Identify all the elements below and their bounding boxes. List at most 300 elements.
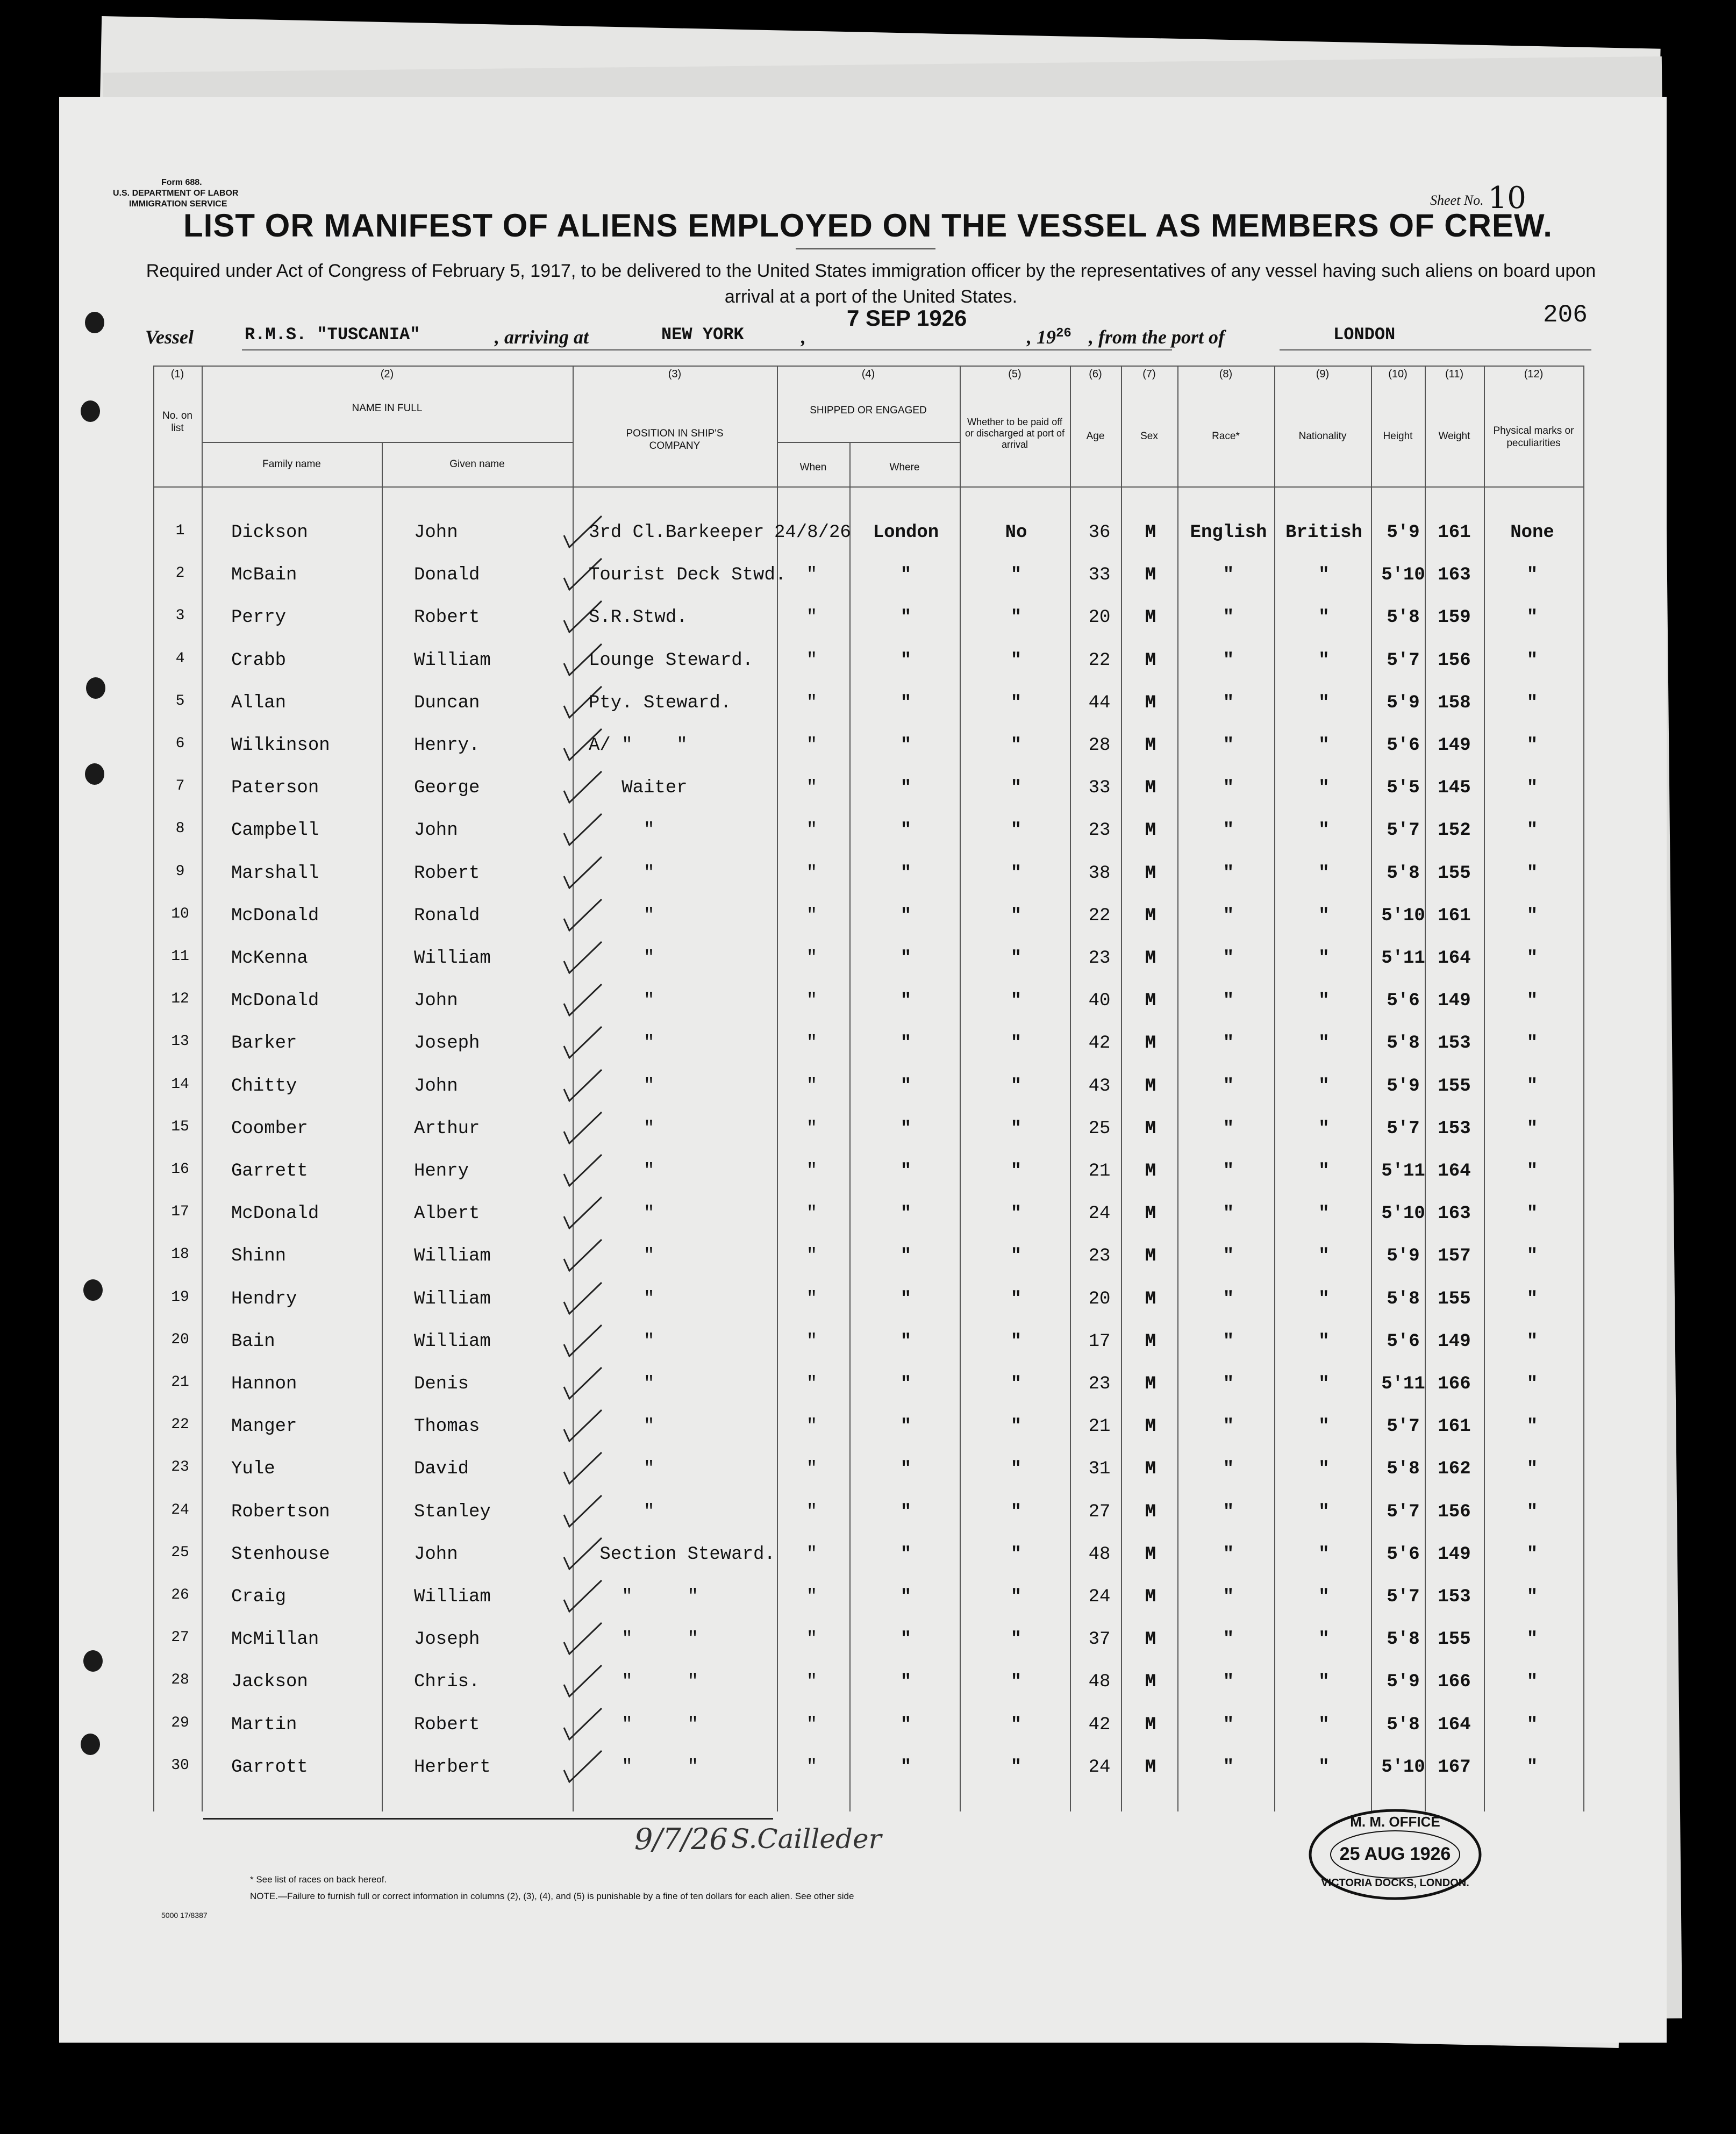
weight: 157 <box>1438 1246 1471 1267</box>
shipped-when: " <box>806 1459 818 1480</box>
given-name: Robert <box>414 863 480 884</box>
col-head-weight: Weight <box>1438 431 1470 442</box>
given-name: William <box>414 650 491 671</box>
weight: 161 <box>1438 522 1471 543</box>
sex: M <box>1145 863 1156 884</box>
weight: 164 <box>1438 1161 1471 1181</box>
row-number: 9 <box>175 863 185 880</box>
nationality: " <box>1318 1374 1330 1394</box>
shipped-when: " <box>806 1033 818 1054</box>
print-code: 5000 17/8387 <box>161 1911 208 1920</box>
shipped-when: " <box>806 607 818 628</box>
table-row <box>0 1502 1736 1545</box>
sex: M <box>1145 692 1156 713</box>
year-prefix: , 19 <box>1027 326 1056 348</box>
family-name: Hendry <box>231 1288 297 1309</box>
age: 20 <box>1088 607 1111 628</box>
paid-off: " <box>1010 607 1022 628</box>
shipped-when: " <box>806 1757 818 1778</box>
family-name: Garrott <box>231 1757 308 1778</box>
position: " <box>589 991 655 1012</box>
punch-hole <box>81 400 100 422</box>
physical-marks: " <box>1526 1288 1538 1309</box>
given-name: John <box>414 1076 458 1097</box>
department: U.S. DEPARTMENT OF LABOR <box>113 189 239 198</box>
table-row <box>0 1416 1736 1459</box>
race: " <box>1223 948 1234 969</box>
nationality: " <box>1318 991 1330 1012</box>
shipped-when: " <box>806 735 818 756</box>
sex: M <box>1145 1288 1156 1309</box>
position: " <box>589 1288 655 1309</box>
col-head-family: Family name <box>262 459 321 470</box>
height: 5'10 <box>1381 1757 1425 1778</box>
nationality: " <box>1318 565 1330 586</box>
race: " <box>1223 1416 1234 1437</box>
shipped-when: " <box>806 1587 818 1607</box>
row-number: 28 <box>171 1672 189 1689</box>
col-head-name: NAME IN FULL <box>352 403 423 414</box>
weight: 153 <box>1438 1118 1471 1139</box>
table-row <box>0 522 1736 565</box>
height: 5'9 <box>1387 692 1420 713</box>
col-number: (7) <box>1142 368 1156 380</box>
col-number: (9) <box>1316 368 1330 380</box>
paid-off: " <box>1010 1714 1022 1735</box>
nationality: " <box>1318 1331 1330 1352</box>
sheet-number-label: Sheet No. <box>1430 192 1484 208</box>
weight: 158 <box>1438 692 1471 713</box>
shipped-when: " <box>806 1544 818 1565</box>
height: 5'6 <box>1387 735 1420 756</box>
age: 38 <box>1088 863 1111 884</box>
sex: M <box>1145 522 1156 543</box>
family-name: Allan <box>231 692 287 713</box>
family-name: McKenna <box>231 948 308 969</box>
shipped-where: " <box>900 1076 912 1097</box>
table-row <box>0 1374 1736 1417</box>
col-head-shipped: SHIPPED OR ENGAGED <box>810 405 927 416</box>
family-name: Bain <box>231 1331 275 1352</box>
position: Pty. Steward. <box>589 692 732 713</box>
shipped-subheader-line <box>777 442 960 443</box>
age: 44 <box>1088 692 1111 713</box>
weight: 163 <box>1438 1204 1471 1224</box>
age: 17 <box>1088 1331 1111 1352</box>
paid-off: " <box>1010 863 1022 884</box>
position: " <box>589 1331 655 1352</box>
height: 5'11 <box>1381 1374 1425 1394</box>
height: 5'7 <box>1387 1118 1420 1139</box>
family-name: Chitty <box>231 1076 297 1097</box>
family-name: Dickson <box>231 522 308 543</box>
given-name: Arthur <box>414 1118 480 1139</box>
family-name: Robertson <box>231 1501 330 1522</box>
paid-off: " <box>1010 1161 1022 1181</box>
physical-marks: " <box>1526 1544 1538 1565</box>
shipped-where: " <box>900 650 912 671</box>
family-name: Coomber <box>231 1118 308 1139</box>
race: " <box>1223 650 1234 671</box>
table-row <box>0 1587 1736 1630</box>
nationality: " <box>1318 1076 1330 1097</box>
weight: 162 <box>1438 1459 1471 1480</box>
age: 33 <box>1088 778 1111 799</box>
race: " <box>1223 1672 1234 1693</box>
paid-off: " <box>1010 820 1022 841</box>
vessel-name: R.M.S. "TUSCANIA" <box>245 325 420 345</box>
given-name: John <box>414 522 458 543</box>
shipped-when: " <box>806 1204 818 1224</box>
sex: M <box>1145 778 1156 799</box>
title-rule <box>796 248 935 249</box>
weight: 155 <box>1438 1288 1471 1309</box>
race: " <box>1223 863 1234 884</box>
position: " <box>589 820 655 841</box>
physical-marks: " <box>1526 1161 1538 1181</box>
race: " <box>1223 1374 1234 1394</box>
physical-marks: " <box>1526 863 1538 884</box>
physical-marks: " <box>1526 1118 1538 1139</box>
nationality: " <box>1318 1204 1330 1224</box>
given-name: John <box>414 1544 458 1565</box>
height: 5'7 <box>1387 1416 1420 1437</box>
physical-marks: " <box>1526 1629 1538 1650</box>
height: 5'10 <box>1381 565 1425 586</box>
weight: 166 <box>1438 1374 1471 1394</box>
physical-marks: " <box>1526 1587 1538 1607</box>
nationality: " <box>1318 778 1330 799</box>
handwritten-date: 9/7/26 <box>634 1822 728 1856</box>
sex: M <box>1145 1204 1156 1224</box>
paid-off: " <box>1010 948 1022 969</box>
sex: M <box>1145 1757 1156 1778</box>
physical-marks: " <box>1526 1204 1538 1224</box>
position: " " <box>589 1672 699 1693</box>
col-head-age: Age <box>1086 431 1105 442</box>
col-number: (1) <box>170 368 184 380</box>
sex: M <box>1145 1544 1156 1565</box>
shipped-when: " <box>806 820 818 841</box>
physical-marks: " <box>1526 991 1538 1012</box>
row-number: 27 <box>171 1629 189 1646</box>
physical-marks: " <box>1526 735 1538 756</box>
position: " " <box>589 1714 699 1735</box>
age: 21 <box>1088 1161 1111 1181</box>
row-number: 29 <box>171 1714 189 1731</box>
weight: 153 <box>1438 1033 1471 1054</box>
given-name: Chris. <box>414 1672 480 1693</box>
col-head-race: Race* <box>1212 431 1240 442</box>
position: Waiter <box>589 778 688 799</box>
shipped-when: " <box>806 1714 818 1735</box>
shipped-where: " <box>900 1757 912 1778</box>
row-number: 21 <box>171 1374 189 1391</box>
table-row <box>0 778 1736 821</box>
given-name: William <box>414 1246 491 1267</box>
weight: 152 <box>1438 820 1471 841</box>
height: 5'8 <box>1387 1714 1420 1735</box>
shipped-where: " <box>900 1587 912 1607</box>
shipped-where: " <box>900 1501 912 1522</box>
shipped-where: " <box>900 735 912 756</box>
age: 28 <box>1088 735 1111 756</box>
nationality: British <box>1285 522 1362 543</box>
position: " <box>589 905 655 926</box>
shipped-when: " <box>806 778 818 799</box>
col-number: (4) <box>861 368 875 380</box>
physical-marks: " <box>1526 1033 1538 1054</box>
page-title: LIST OR MANIFEST OF ALIENS EMPLOYED ON THE VESSEL AS MEMBERS OF CREW. <box>183 207 1553 244</box>
position: " <box>589 1161 655 1181</box>
given-name: George <box>414 778 480 799</box>
paid-off: " <box>1010 1076 1022 1097</box>
shipped-where: " <box>900 905 912 926</box>
weight: 155 <box>1438 1629 1471 1650</box>
paid-off: " <box>1010 1331 1022 1352</box>
shipped-where: " <box>900 1672 912 1693</box>
row-number: 14 <box>171 1076 189 1093</box>
table-row <box>0 565 1736 608</box>
height: 5'7 <box>1387 1501 1420 1522</box>
row-number: 26 <box>171 1587 189 1603</box>
col-number: (3) <box>668 368 682 380</box>
family-name: Campbell <box>231 820 319 841</box>
shipped-when: " <box>806 1076 818 1097</box>
age: 25 <box>1088 1118 1111 1139</box>
vessel-row <box>145 326 1597 358</box>
weight: 163 <box>1438 565 1471 586</box>
table-row <box>0 607 1736 650</box>
race: " <box>1223 1246 1234 1267</box>
shipped-where: " <box>900 948 912 969</box>
height: 5'11 <box>1381 1161 1425 1181</box>
row-number: 17 <box>171 1204 189 1221</box>
table-row <box>0 1119 1736 1162</box>
height: 5'9 <box>1387 1672 1420 1693</box>
position: " <box>589 863 655 884</box>
from-port: LONDON <box>1333 325 1396 345</box>
paid-off: " <box>1010 991 1022 1012</box>
physical-marks: " <box>1526 565 1538 586</box>
form-header <box>113 177 238 210</box>
race: " <box>1223 991 1234 1012</box>
family-name: McBain <box>231 565 297 586</box>
given-name: Albert <box>414 1204 480 1224</box>
position: A/ " " <box>589 735 688 756</box>
col-number: (11) <box>1445 368 1464 380</box>
physical-marks: " <box>1526 1757 1538 1778</box>
race: " <box>1223 1204 1234 1224</box>
office-stamp-date: 25 AUG 1926 <box>1339 1844 1451 1864</box>
weight: 156 <box>1438 650 1471 671</box>
height: 5'8 <box>1387 1288 1420 1309</box>
height: 5'8 <box>1387 1629 1420 1650</box>
shipped-where: " <box>900 1161 912 1181</box>
given-name: Joseph <box>414 1033 480 1054</box>
sex: M <box>1145 1501 1156 1522</box>
arriving-port: NEW YORK <box>661 325 744 345</box>
race: " <box>1223 1161 1234 1181</box>
weight: 167 <box>1438 1757 1471 1778</box>
row-number: 16 <box>171 1161 189 1178</box>
shipped-where: " <box>900 778 912 799</box>
given-name: Robert <box>414 1714 480 1735</box>
weight: 149 <box>1438 1331 1471 1352</box>
weight: 159 <box>1438 607 1471 628</box>
paid-off: " <box>1010 1033 1022 1054</box>
office-stamp <box>1306 1806 1484 1903</box>
sheet-number-value: 10 <box>1488 181 1526 216</box>
shipped-when: " <box>806 565 818 586</box>
age: 22 <box>1088 905 1111 926</box>
shipped-when: " <box>806 905 818 926</box>
service: IMMIGRATION SERVICE <box>129 199 227 209</box>
height: 5'9 <box>1387 522 1420 543</box>
nationality: " <box>1318 1288 1330 1309</box>
table-row <box>0 1246 1736 1289</box>
height: 5'10 <box>1381 1204 1425 1224</box>
row-number: 11 <box>171 948 189 965</box>
col-head-no: No. on list <box>162 410 192 434</box>
physical-marks: " <box>1526 905 1538 926</box>
position: " <box>589 1374 655 1394</box>
row-number: 30 <box>171 1757 189 1774</box>
sex: M <box>1145 1416 1156 1437</box>
physical-marks: " <box>1526 1672 1538 1693</box>
nationality: " <box>1318 735 1330 756</box>
table-row <box>0 1161 1736 1204</box>
row-number: 19 <box>171 1288 189 1306</box>
shipped-when: " <box>806 863 818 884</box>
row-number: 18 <box>171 1246 189 1263</box>
sex: M <box>1145 1587 1156 1607</box>
nationality: " <box>1318 1161 1330 1181</box>
age: 33 <box>1088 565 1111 586</box>
position: " " <box>589 1757 699 1778</box>
race: " <box>1223 820 1234 841</box>
shipped-when: " <box>806 1331 818 1352</box>
sex: M <box>1145 820 1156 841</box>
row-number: 20 <box>171 1331 189 1348</box>
col-number: (2) <box>380 368 394 380</box>
height: 5'8 <box>1387 607 1420 628</box>
year-suffix: 26 <box>1056 326 1071 341</box>
paid-off: " <box>1010 735 1022 756</box>
nationality: " <box>1318 1629 1330 1650</box>
sex: M <box>1145 1076 1156 1097</box>
paid-off: " <box>1010 1757 1022 1778</box>
sex: M <box>1145 1331 1156 1352</box>
paid-off: " <box>1010 1629 1022 1650</box>
shipped-when: " <box>806 1374 818 1394</box>
shipped-where: London <box>873 522 939 543</box>
year-label <box>1027 326 1071 348</box>
physical-marks: None <box>1510 522 1554 543</box>
row-number: 1 <box>175 522 185 539</box>
header-bottom-line <box>153 486 1583 488</box>
nationality: " <box>1318 1246 1330 1267</box>
from-label: , from the port of <box>1089 326 1225 348</box>
height: 5'9 <box>1387 1246 1420 1267</box>
paid-off: " <box>1010 1587 1022 1607</box>
handwritten-signature: S.Cailleder <box>731 1823 882 1854</box>
nationality: " <box>1318 1587 1330 1607</box>
race: " <box>1223 1629 1234 1650</box>
table-row <box>0 1715 1736 1758</box>
table-row <box>0 1629 1736 1672</box>
paid-off: " <box>1010 1204 1022 1224</box>
shipped-when: " <box>806 692 818 713</box>
sex: M <box>1145 1374 1156 1394</box>
family-name: McDonald <box>231 991 319 1012</box>
sex: M <box>1145 991 1156 1012</box>
weight: 155 <box>1438 863 1471 884</box>
age: 48 <box>1088 1544 1111 1565</box>
race: " <box>1223 1288 1234 1309</box>
position: Lounge Steward. <box>589 650 754 671</box>
race: " <box>1223 1757 1234 1778</box>
row-number: 24 <box>171 1501 189 1519</box>
given-name: David <box>414 1459 469 1480</box>
age: 23 <box>1088 948 1111 969</box>
col-head-position: POSITION IN SHIP'S COMPANY <box>626 428 724 452</box>
weight: 166 <box>1438 1672 1471 1693</box>
shipped-when: " <box>806 650 818 671</box>
office-stamp-bottom: VICTORIA DOCKS, LONDON. <box>1321 1877 1469 1889</box>
row-number: 6 <box>175 735 185 752</box>
position: " <box>589 1118 655 1139</box>
family-name: Paterson <box>231 778 319 799</box>
shipped-where: " <box>900 565 912 586</box>
position: " <box>589 1459 655 1480</box>
weight: 164 <box>1438 1714 1471 1735</box>
race: " <box>1223 1587 1234 1607</box>
weight: 149 <box>1438 735 1471 756</box>
height: 5'8 <box>1387 863 1420 884</box>
position: " <box>589 1204 655 1224</box>
col-number: (12) <box>1524 368 1544 380</box>
shipped-where: " <box>900 863 912 884</box>
table-row <box>0 1331 1736 1374</box>
sex: M <box>1145 735 1156 756</box>
given-name: John <box>414 820 458 841</box>
race: " <box>1223 1544 1234 1565</box>
race: " <box>1223 1118 1234 1139</box>
shipped-where: " <box>900 1246 912 1267</box>
shipped-when: " <box>806 1161 818 1181</box>
vessel-name-line <box>242 349 640 350</box>
given-name: William <box>414 1288 491 1309</box>
given-name: William <box>414 1331 491 1352</box>
page-subtitle: Required under Act of Congress of February 5, 1917, to be delivered to the United States immigration officer by the representatives of any vessel having such aliens on board upon arrival at a port of the United States. <box>146 261 1596 307</box>
position: " <box>589 1416 655 1437</box>
physical-marks: " <box>1526 650 1538 671</box>
paid-off: " <box>1010 692 1022 713</box>
race: " <box>1223 607 1234 628</box>
shipped-when: " <box>806 1629 818 1650</box>
paid-off: " <box>1010 1246 1022 1267</box>
paid-off: " <box>1010 1544 1022 1565</box>
sex: M <box>1145 1246 1156 1267</box>
row-number: 4 <box>175 650 185 667</box>
race: " <box>1223 1459 1234 1480</box>
paid-off: " <box>1010 1501 1022 1522</box>
sex: M <box>1145 905 1156 926</box>
weight: 149 <box>1438 1544 1471 1565</box>
position: Section Steward. <box>589 1544 775 1565</box>
age: 24 <box>1088 1757 1111 1778</box>
